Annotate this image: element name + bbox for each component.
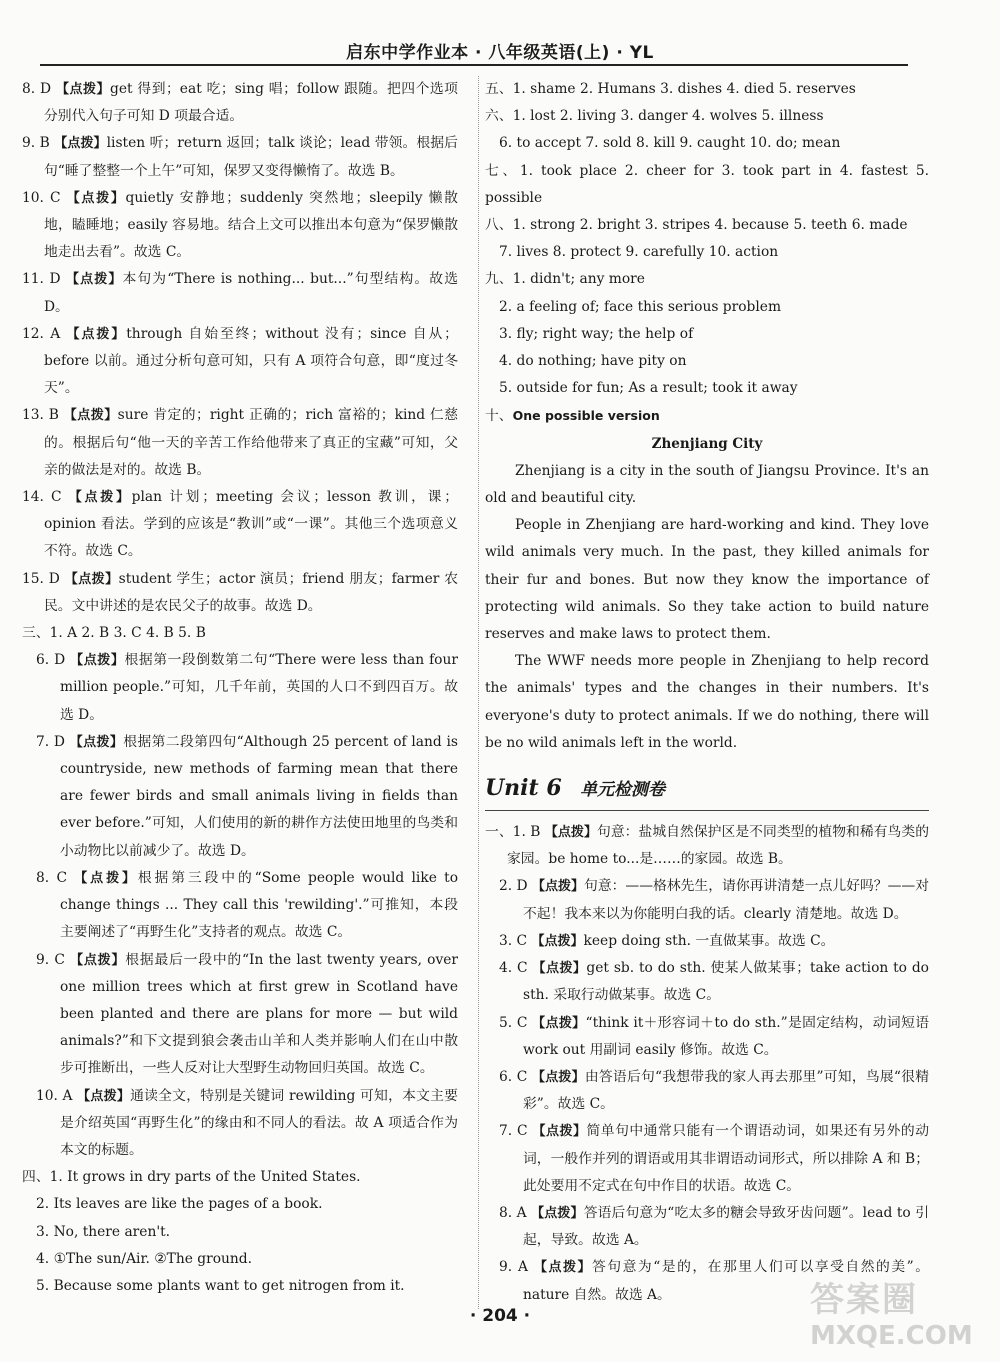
item-number: 三、1. A — [22, 625, 78, 642]
header-rule — [40, 64, 908, 66]
unit-items — [485, 819, 929, 1309]
answer-line: 4. do nothing; have pity on — [499, 353, 687, 370]
essay-paragraph: Zhenjiang is a city in the south of Jiangsu Province. It's an old and beautiful city. — [485, 462, 929, 507]
item-number: 6. C — [499, 1068, 528, 1085]
answer-item — [22, 402, 458, 484]
answer-item — [485, 928, 929, 955]
hint-tag: 【点拨】 — [66, 326, 127, 342]
unit-name: Unit 6 — [485, 775, 562, 802]
item-text: It grows in dry parts of the United States. — [67, 1169, 361, 1186]
answer-item — [22, 647, 458, 729]
answer-item — [22, 1246, 458, 1273]
item-number: 4. — [36, 1250, 50, 1267]
item-number: 15. D — [22, 570, 60, 587]
item-number: 8. D — [22, 81, 52, 97]
hint-tag: 【点拨】 — [69, 734, 124, 750]
left-column — [22, 76, 458, 1300]
hint-tag: 【点拨】 — [70, 952, 126, 968]
hint-tag: 【点拨】 — [70, 653, 125, 669]
item-text: get sb. to do sth. 使某人做某事；take action to do sth. 采取行动做某事。故选 C。 — [523, 960, 929, 1004]
answer-item — [22, 566, 458, 620]
hint-tag: 【点拨】 — [531, 933, 584, 949]
item-number: 3. C — [499, 932, 528, 949]
item-text: Its leaves are like the pages of a book. — [53, 1196, 323, 1213]
answer-item — [485, 819, 929, 873]
item-text: 通读全文，特别是关键词 rewilding 可知，本文主要是介绍英国“再野生化”的缘由和不同人的看法。故 A 项适合作为本文的标题。 — [60, 1087, 458, 1158]
item-text: Because some plants want to get nitrogen from it. — [53, 1277, 405, 1294]
item-number: 一、1. B — [485, 824, 541, 841]
hint-tag: 【点拨】 — [64, 571, 119, 587]
item-number: 3. — [36, 1223, 50, 1240]
answer-key-lines — [485, 76, 929, 402]
item-text: 根据第一段倒数第二句“There were less than four million people.”可知，几千年前，英国的人口不到四百万。故选 D。 — [60, 652, 458, 723]
item-text: 根据第三段中的“Some people would like to change things ... They call this 'rewilding'.”可推知，本段主要阐述了“再野生化”支持者的观点。故选 C。 — [60, 869, 458, 941]
item-text: plan 计划；meeting 会议；lesson 教训，课；opinion 看法。学到的应该是“教训”或“一课”。其他三个选项意义不符。故选 C。 — [44, 489, 458, 560]
item-text: listen 听；return 返回；talk 谈论；lead 带领。根据后句“睡了整整一个上午”可知，保罗又变得懒惰了。故选 B。 — [44, 135, 458, 179]
item-text: 2. B 3. C 4. B 5. B — [81, 625, 206, 642]
page-number: · 204 · — [469, 1306, 531, 1326]
item-number: 8. A — [499, 1204, 527, 1221]
hint-tag: 【点拨】 — [533, 1260, 592, 1276]
answer-item — [22, 947, 458, 1083]
answer-item — [22, 1164, 458, 1191]
item-text: 由答语后句“我想带我的家人再去那里”可知，鸟展“很精彩”。故选 C。 — [523, 1068, 929, 1113]
item-text: 答语后句意为“吃太多的糖会导致牙齿问题”。lead to 引起，导致。故选 A。 — [523, 1204, 929, 1249]
answer-item — [22, 130, 458, 184]
hint-tag: 【点拨】 — [532, 879, 585, 895]
answer-line: 7. lives 8. protect 9. carefully 10. action — [499, 244, 779, 261]
hint-tag: 【点拨】 — [532, 961, 587, 977]
item-number: 2. D — [499, 878, 528, 895]
item-text: sure 肯定的；right 正确的；rich 富裕的；kind 仁慈的。根据后句“他一天的辛苦工作给他带来了真正的宝藏”可知，父亲的做法是对的。故选 B。 — [44, 407, 458, 478]
hint-tag: 【点拨】 — [74, 870, 138, 886]
answer-line: 2. a feeling of; face this serious problem — [499, 298, 782, 315]
answer-item — [485, 955, 929, 1009]
essay-body — [485, 458, 929, 757]
answer-item — [22, 620, 458, 647]
hint-tag: 【点拨】 — [532, 1015, 586, 1031]
answer-line: 九、1. didn't; any more — [485, 271, 645, 288]
item-text: get 得到；eat 吃；sing 唱；follow 跟随。把四个选项分别代入句子可知 D 项最合适。 — [44, 81, 458, 125]
item-text: No, there aren't. — [53, 1223, 171, 1240]
answer-item — [22, 484, 458, 566]
item-number: 10. A — [36, 1087, 73, 1104]
hint-tag: 【点拨】 — [68, 490, 132, 506]
item-number: 四、1. — [22, 1169, 63, 1186]
answer-item — [22, 729, 458, 865]
item-text: quietly 安静地；suddenly 突然地；sleepily 懒散地，瞌睡地；easily 容易地。结合上文可以推出本句意为“保罗懒散地走出去看”。故选 C。 — [44, 189, 458, 261]
item-text: 答句意为“是的，在那里人们可以享受自然的美”。nature 自然。故选 A。 — [523, 1259, 930, 1303]
answer-item — [22, 185, 458, 267]
answer-item — [485, 1010, 929, 1064]
hint-tag: 【点拨】 — [66, 272, 123, 288]
answer-item — [22, 76, 458, 130]
unit-title: 单元检测卷 — [580, 780, 666, 801]
item-number: 7. C — [499, 1123, 528, 1140]
item-text: through 自始至终；without 没有；since 自从；before 以前。通过分析句意可知，只有 A 项符合句意，即“度过冬天”。 — [44, 325, 458, 397]
hint-tag: 【点拨】 — [77, 1088, 131, 1104]
essay-title: Zhenjiang City — [651, 435, 763, 452]
hint-tag: 【点拨】 — [66, 190, 126, 206]
item-text: 本句为“There is nothing... but...”句型结构。故选 D。 — [44, 271, 458, 315]
answer-item — [22, 865, 458, 947]
item-number: 14. C — [22, 489, 62, 506]
hint-tag: 【点拨】 — [544, 825, 597, 841]
item-text: ①The sun/Air. ②The ground. — [53, 1250, 253, 1267]
item-number: 5. C — [499, 1014, 528, 1031]
answer-item — [22, 1083, 458, 1165]
answer-line: 八、1. strong 2. bright 3. stripes 4. because 5. teeth 6. made — [485, 217, 908, 234]
item-number: 2. — [36, 1196, 50, 1213]
item-number: 6. D — [36, 652, 66, 669]
answer-item — [22, 321, 458, 403]
answer-item — [22, 1219, 458, 1246]
answer-item — [22, 266, 458, 320]
answer-item — [485, 873, 929, 927]
answer-item — [485, 1064, 929, 1118]
item-text: keep doing sth. 一直做某事。故选 C。 — [583, 932, 835, 949]
item-number: 9. C — [36, 951, 65, 968]
item-text: 根据最后一段中的“In the last twenty years, over one million trees which at first grew in Scotland have been planted and there are plans for more — but wild animals?”和下文提到狼会袭击山羊和人类并影响人们在山中散步可推断出，一些人反对让大型野生动物回归英国。故选 C。 — [60, 951, 458, 1077]
item-number: 11. D — [22, 271, 61, 288]
answer-item — [22, 1191, 458, 1218]
page-header: 启东中学作业本 · 八年级英语(上) · YL — [346, 43, 654, 63]
item-number: 5. — [36, 1277, 50, 1294]
item-number: 7. D — [36, 733, 65, 750]
item-text: 句意：盐城自然保护区是不同类型的植物和稀有鸟类的家园。be home to...是……的家园。故选 B。 — [507, 824, 929, 868]
item-number: 12. A — [22, 325, 61, 342]
right-column — [478, 76, 929, 1309]
hint-tag: 【点拨】 — [56, 82, 110, 97]
watermark-logo: 答案圈 MXQE.COM — [810, 1280, 973, 1351]
hint-tag: 【点拨】 — [54, 136, 107, 152]
answer-line: 五、1. shame 2. Humans 3. dishes 4. died 5. reserves — [485, 81, 856, 97]
answer-line: 5. outside for fun; As a result; took it away — [499, 380, 798, 397]
essay-paragraph: People in Zhenjiang are hard-working and kind. They love wild animals very much. In the past, they killed animals for their fur and bones. But now they know the importance of protecting wild animals. So they take action to build nature reserves and make laws to protect them. — [485, 517, 929, 643]
item-number: 10. C — [22, 189, 61, 206]
item-number: 9. A — [499, 1259, 529, 1276]
item-text: student 学生；actor 演员；friend 朋友；farmer 农民。文中讲述的是农民父子的故事。故选 D。 — [44, 570, 458, 614]
answer-item — [22, 1273, 458, 1300]
item-number: 8. C — [36, 869, 67, 886]
item-number: 13. B — [22, 407, 59, 424]
hint-tag: 【点拨】 — [63, 408, 118, 424]
hint-tag: 【点拨】 — [532, 1124, 587, 1140]
item-number: 9. B — [22, 135, 50, 152]
answer-line: 七、1. took place 2. cheer for 3. took part in 4. fastest 5. possible — [485, 162, 929, 206]
unit-heading — [485, 771, 929, 811]
answer-item — [485, 1118, 929, 1200]
answer-line: 6. to accept 7. sold 8. kill 9. caught 10. do; mean — [499, 135, 841, 152]
answer-line: 3. fly; right way; the help of — [499, 325, 694, 342]
hint-tag: 【点拨】 — [531, 1205, 584, 1221]
item-number: 4. C — [499, 960, 528, 977]
answer-item — [485, 1200, 929, 1254]
item-text: 简单句中通常只能有一个谓语动词，如果还有另外的动词，一般作并列的谓语或用其非谓语动词形式，所以排除 A 和 B；此处要用不定式在句中作目的状语。故选 C。 — [523, 1123, 929, 1194]
answer-line: 六、1. lost 2. living 3. danger 4. wolves 5. illness — [485, 108, 824, 125]
item-text: 根据第二段第四句“Although 25 percent of land is countryside, new methods of farming mean that there are fewer birds and small animals living in fields than ever before.”可知，人们使用的新的耕作方法使田地里的鸟类和小动物比以前减少了。故选 D。 — [60, 733, 458, 859]
essay-paragraph: The WWF needs more people in Zhenjiang to help record the animals' types and the changes in their numbers. It's everyone's duty to protect animals. If we do nothing, there will be no wild animals left in the world. — [485, 653, 929, 751]
hint-tag: 【点拨】 — [531, 1069, 585, 1085]
essay-label: 十、One possible version — [485, 408, 660, 425]
item-text: “think it＋形容词＋to do sth.”是固定结构，动词短语 work out 用副词 easily 修饰。故选 C。 — [523, 1014, 929, 1058]
item-text: 句意：——格林先生，请你再讲清楚一点儿好吗？——对不起！我本来以为你能明白我的话。clearly 清楚地。故选 D。 — [523, 878, 929, 922]
